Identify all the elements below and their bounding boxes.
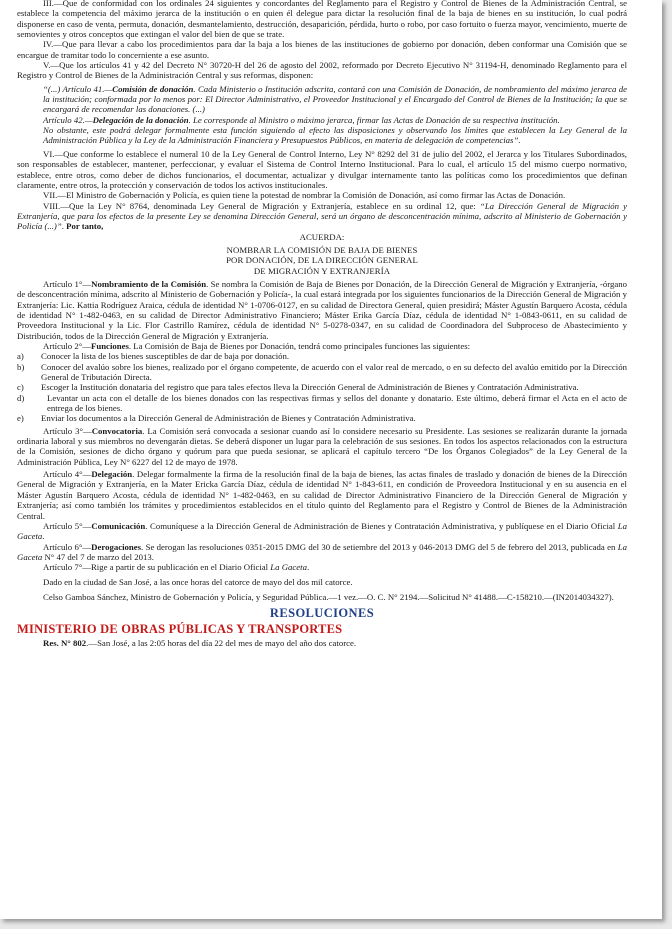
function-item-c xyxy=(17,382,627,392)
acuerda-heading: ACUERDA: xyxy=(299,231,345,242)
function-item-e xyxy=(17,413,627,423)
section-title-resoluciones: RESOLUCIONES xyxy=(269,606,375,621)
resolution-heading-line-1: NOMBRAR LA COMISIÓN DE BAJA DE BIENES xyxy=(226,244,418,255)
function-item-a xyxy=(17,351,627,361)
function-label-c: c) xyxy=(17,382,24,393)
function-label-e: e) xyxy=(17,413,24,424)
article-4: Artículo 4°—Delegación. Delegar formalmente la firma de la resolución final de la baja de bienes, las actas finales de traslado y donación de bienes de la Dirección General de Migración y Extranjería, en la Mater Ericka García Díaz, cédula de identidad N° 1-843-611, en condición de Proveedora Institucional y en su ausencia en el Máster Agustín Barquero Acosta, cédula de identidad N° 1-482-0463, en su calidad de Director Administrativo Financiero de la Dirección General de Migración y Extranjería; así como también los trámites y procedimientos establecidos en el título quinto del Reglamento para el Registro y Control de Bienes de la Administración Central. xyxy=(17,469,627,521)
function-item-b xyxy=(17,362,627,383)
quote-article-41: “(...) Artículo 41.—Comisión de donación. Cada Ministerio o Institución adscrita, contará con una Comisión de Donación, de nombramiento del máximo jerarca de la institución; conformada por lo menos por: El Director Administrativo, el Proveedor Institucional y el Encargado del Control de Bienes de la Institución; la que se encargará de recomendar las donaciones. (...) xyxy=(43,83,628,115)
article-7: Artículo 7°—Rige a partir de su publicación en el Diario Oficial La Gaceta. xyxy=(43,562,310,573)
function-label-a: a) xyxy=(17,351,24,362)
ministry-title: MINISTERIO DE OBRAS PÚBLICAS Y TRANSPORTES xyxy=(17,621,343,636)
signature-line: Celso Gamboa Sánchez, Ministro de Gobernación y Policía, y Seguridad Pública.—1 vez.—O. C. N° 2194.—Solicitud N° 41488.—C-158210.—(IN2014034327). xyxy=(43,591,614,602)
quote-article-42: Artículo 42.—Delegación de la donación. Le corresponde al Ministro o máximo jerarca, firmar las Actas de Donación de su respectiva institución. xyxy=(43,114,560,125)
function-text-c: Escoger la Institución donataria del registro que para tales efectos lleva la Dirección General de Administración de Bienes y Contratación Administrativa. xyxy=(41,382,579,393)
article-6: Artículo 6°—Derogaciones. Se derogan las resoluciones 0351-2015 DMG del 30 de setiembre del 2013 y 046-2013 DMG del 5 de febrero del 2013, publicada en La Gaceta N° 47 del 7 de marzo del 2013. xyxy=(17,541,627,562)
function-text-e: Enviar los documentos a la Dirección General de Administración de Bienes y Contratación Administrativa. xyxy=(41,413,416,424)
function-text-d: Levantar un acta con el detalle de los bienes donados con las respectivas firmas y sellos del donante y donatario. Este último, deberá firmar el Acta en el acto de entrega de los bienes. xyxy=(47,392,627,414)
resolution-heading-line-3: DE MIGRACIÓN Y EXTRANJERÍA xyxy=(253,265,391,276)
considerando-iv: IV.—Que para llevar a cabo los procedimientos para dar la baja a los bienes de las instituciones de gobierno por donación, deben conformar una Comisión que se encargue de tramitar todo lo concerniente a ese asunto. xyxy=(17,39,627,60)
dado-en-san-jose: Dado en la ciudad de San José, a las once horas del catorce de mayo del dos mil catorce. xyxy=(43,576,353,587)
resolution-heading-line-2: POR DONACIÓN, DE LA DIRECCIÓN GENERAL xyxy=(226,255,418,266)
function-label-d: d) xyxy=(17,392,25,403)
function-text-a: Conocer la lista de los bienes susceptibles de dar de baja por donación. xyxy=(41,351,290,362)
quote-no-obstante: No obstante, este podrá delegar formalmente esta función siguiendo al efecto las disposiciones y observando los límites que establecen la Ley General de la Administración Pública y la Ley de la Administración Financiera y Presupuestos Públicos, en materia de delegación de competencias”. xyxy=(43,125,627,146)
considerando-v: V.—Que los artículos 41 y 42 del Decreto N° 30720-H del 26 de agosto del 2002, reformado por Decreto Ejecutivo N° 31194-H, denominado Reglamento para el Registro y Control de Bienes de la Administración Central y sus reformas, disponen: xyxy=(17,60,627,81)
considerando-vii: VII.—El Ministro de Gobernación y Policía, es quien tiene la potestad de nombrar la Comisión de Donación, así como firmar las Actas de Donación. xyxy=(43,190,566,201)
considerando-vi: VI.—Que conforme lo establece el numeral 10 de la Ley General de Control Interno, Ley N° 8292 del 31 de julio del 2002, el Jerarca y los Titulares Subordinados, son responsables de establecer, mantener, perfeccionar, y evaluar el Sistema de Control Interno Institucional. Para lo cual, el artículo 15 del mismo cuerpo normativo, establece, entre otros, como deber de dichos funcionarios, el documentar, actualizar y divulgar internamente tanto las políticas como los procedimientos que definan claramente, entre otros, la protección y conservación de todos los activos institucionales. xyxy=(17,148,627,190)
function-label-b: b) xyxy=(17,361,25,372)
function-text-b: Conocer del avalúo sobre los bienes, realizado por el órgano competente, de acuerdo con el valor real de mercado, o en su defecto del avalúo emitido por la Dirección General de Tributación Directa. xyxy=(41,361,627,383)
resolution-802-line: Res. N° 802.—San José, a las 2:05 horas del día 22 del mes de mayo del año dos catorce. xyxy=(43,637,357,648)
article-2: Artículo 2°—Funciones. La Comisión de Baja de Bienes por Donación, tendrá como principales funciones las siguientes: xyxy=(43,341,471,351)
function-item-d xyxy=(17,393,627,414)
article-3: Artículo 3°—Convocatoria. La Comisión será convocada a sesionar cuando así lo considere necesario su Presidente. Las sesiones se realizarán durante la jornada ordinaria laboral y sus miembros no devengarán dietas. Se deberá disponer un lugar para la celebración de sus sesiones. En todos los aspectos relacionados con la estructura de la Comisión, sesiones de dicho órgano y quórum para que pueda sesionar, se aplicará el capítulo tercero “De los Órganos Colegiados” de la Ley General de la Administración Pública, Ley N° 6227 del 12 de mayo de 1978. xyxy=(17,425,627,467)
article-5: Artículo 5°—Comunicación. Comuníquese a la Dirección General de Administración de Bienes y Contratación Administrativa, y publíquese en el Diario Oficial La Gaceta. xyxy=(17,520,627,542)
article-1: Artículo 1°—Nombramiento de la Comisión. Se nombra la Comisión de Baja de Bienes por Donación, de la Dirección General de Migración y Extranjería, -órgano de desconcentración mínima, adscrito al Ministerio de Gobernación y Policía-, la cual estará integrada por los siguientes funcionarios de la Dirección General de Migración y Extranjería: Lic. Kattia Rodríguez Araica, cédula de identidad N° 1-0706-0127, en su calidad de Directora General, quien presidirá; Máster Agustín Barquero Acosta, cédula de identidad N° 1-482-0463, en su calidad de Director Administrativo Financiero; Máster Erika García Díaz, cédula de identidad N° 1-0843-0611, en su calidad de Proveedora Institucional y la Lic. Flor Castrillo Ramírez, cédula de identidad N° 5-0278-0347, en su calidad de Coordinadora del Subproceso de Abastecimiento y Distribución, todos de la Dirección General de Migración y Extranjería. xyxy=(17,278,627,341)
document-column xyxy=(17,0,627,648)
considerando-viii: VIII.—Que la Ley N° 8764, denominada Ley General de Migración y Extranjería, establece en su ordinal 12, que: “La Dirección General de Migración y Extranjería, que para los efectos de la presente Ley se denomina Dirección General, será un órgano de desconcentración mínima, adscrito al Ministerio de Gobernación y Policía (...)”. Por tanto, xyxy=(17,200,627,232)
considerando-iii: III.—Que de conformidad con los ordinales 24 siguientes y concordantes del Reglamento para el Registro y Control de Bienes de la Administración Central, se establece la competencia del máximo jerarca de la institución o en quien él delegue para dictar la resolución final de la baja de bienes en su institución, lo cual podrá disponerse en caso de venta, permuta, donación, desmantelamiento, destrucción, desaparición, pérdida, hurto o robo, por caso fortuito o fuerza mayor, vencimiento, muerte de semovientes y otros conceptos que extingan el valor del bien de que se trate. xyxy=(17,0,627,40)
